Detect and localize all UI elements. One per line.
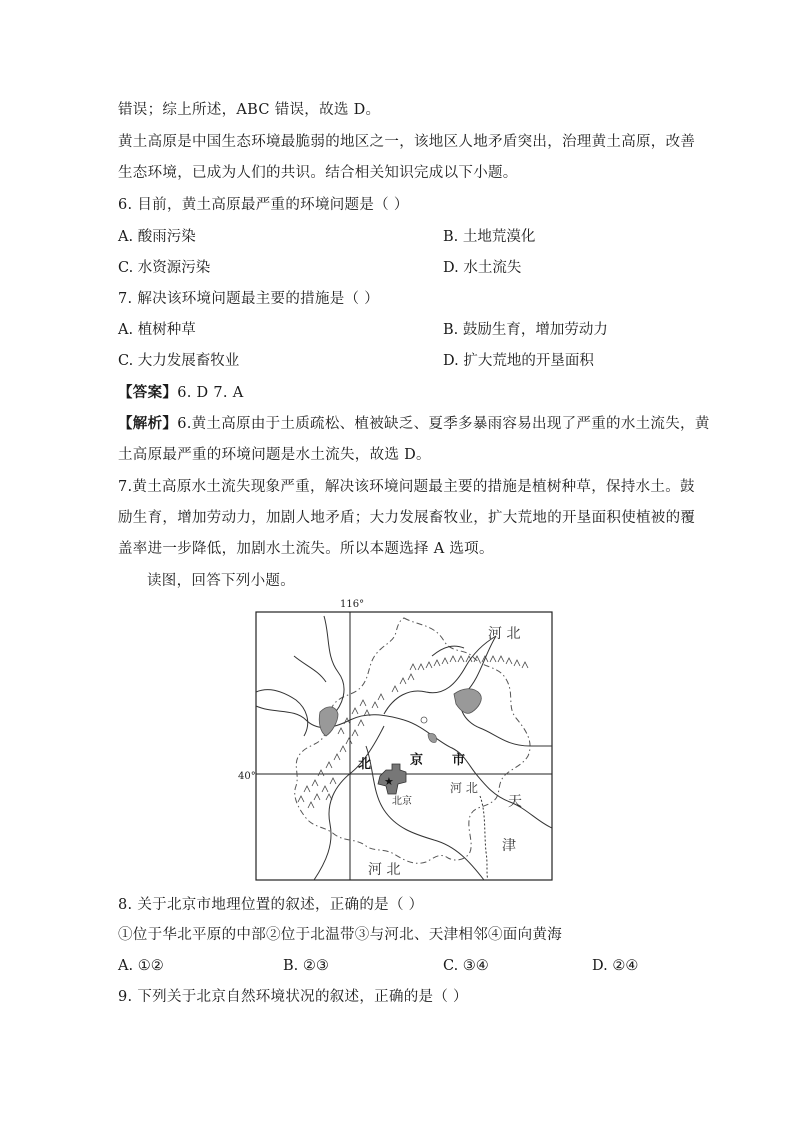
analysis-text: 6.黄土高原由于土质疏松、植被缺乏、夏季多暴雨容易出现了严重的水土流失，黄 [177,416,710,432]
question-9: 9. 下列关于北京自然环境状况的叙述，正确的是（ ） [118,989,468,1005]
label-hebei-mid: 河 北 [450,781,478,795]
option-8d: D. ②④ [592,958,639,974]
option-7c: C. 大力发展畜牧业 [118,353,240,369]
question-7: 7. 解决该环境问题最主要的措施是（ ） [118,291,380,307]
river [314,726,384,880]
beijing-map [234,596,564,884]
capital-star-icon: ★ [384,775,394,788]
label-jing: 京 [410,753,424,768]
option-8b: B. ②③ [283,958,329,974]
mountain-symbols [298,656,528,808]
label-bei: 北 [358,757,372,772]
option-7d: D. 扩大荒地的开垦面积 [443,353,594,369]
map-instruction: 读图，回答下列小题。 [147,573,295,589]
answer-text: 6. D 7. A [177,385,244,401]
option-7a: A. 植树种草 [118,322,196,338]
river [366,746,484,880]
question-6: 6. 目前，黄土高原最严重的环境问题是（ ） [118,197,409,213]
reservoir [428,733,437,742]
analysis-tag: 【解析】 [118,415,178,432]
label-beijing-city: 北京 [392,796,412,807]
label-tian: 天 [508,794,522,810]
road [294,656,326,682]
reservoir [319,707,338,736]
analysis-line [118,414,710,434]
label-shi: 市 [452,753,466,768]
label-hebei-top: 河 北 [488,626,521,642]
lon-label: 116° [340,599,365,610]
road [256,690,308,736]
question-8-statements: ①位于华北平原的中部②位于北温带③与河北、天津相邻④面向黄海 [118,927,562,943]
answer-tag: 【答案】 [118,384,178,401]
passage-line: 生态环境，已成为人们的共识。结合相关知识完成以下小题。 [118,165,518,181]
answer-line [118,383,244,403]
option-6b: B. 土地荒漠化 [443,229,536,245]
analysis-line: 土高原最严重的环境问题是水土流失，故选 D。 [118,447,431,463]
option-6a: A. 酸雨污染 [118,229,196,245]
text-line: 错误；综上所述，ABC 错误，故选 D。 [118,102,381,118]
road [432,646,464,656]
reservoir [421,717,427,723]
question-8: 8. 关于北京市地理位置的叙述，正确的是（ ） [118,897,424,913]
reservoir [454,689,481,714]
option-8c: C. ③④ [443,958,489,974]
river [324,616,344,716]
option-6d: D. 水土流失 [443,260,522,276]
passage-line: 黄土高原是中国生态环境最脆弱的地区之一，该地区人地矛盾突出，治理黄土高原，改善 [118,134,696,150]
label-hebei-bottom: 河 北 [368,862,401,878]
option-6c: C. 水资源污染 [118,260,211,276]
label-jin: 津 [502,838,516,854]
option-7b: B. 鼓励生育，增加劳动力 [443,322,608,338]
analysis-line: 7.黄土高原水土流失现象严重，解决该环境问题最主要的措施是植树种草，保持水土。鼓 [118,479,695,495]
option-8a: A. ①② [118,958,164,974]
analysis-line: 励生育，增加劳动力，加剧人地矛盾；大力发展畜牧业，扩大荒地的开垦面积使植被的覆 [118,510,696,526]
analysis-line: 盖率进一步降低，加剧水土流失。所以本题选择 A 选项。 [118,541,494,557]
lat-label: 40° [238,771,256,782]
railway [480,796,488,880]
